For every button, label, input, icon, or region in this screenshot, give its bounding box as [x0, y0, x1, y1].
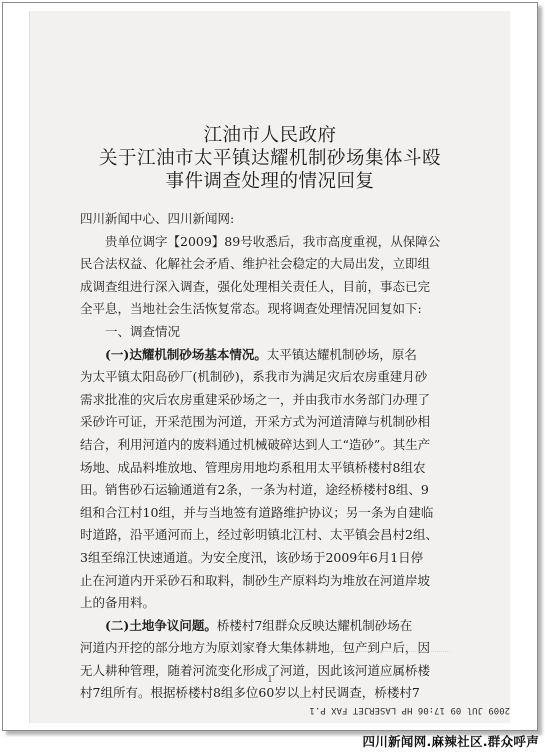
section1-line: 采砂许可证，开采范围为河道，开采方式为河道清障与机制砂相 [80, 414, 431, 430]
paragraph-line: 民合法权益、化解社会矛盾、维护社会稳定的大局出发，立即组 [80, 256, 431, 272]
scan-frame [2, 2, 538, 731]
section1-line: 时道路，沿平通河而上，经过彰明镇北江村、太平镇会昌村2组、 [80, 527, 438, 543]
paragraph-line: 成调查组进行深入调查，强化处理相关责任人，目前，事态已完 [80, 278, 431, 294]
paragraph-line: 全平息，当地社会生活恢复常态。现将调查处理情况回复如下: [80, 301, 422, 317]
fax-header: 2009 JUl 09 17:06 HP LASERJET FAX P.1 [309, 705, 510, 715]
document-title-line2: 事件调查处理的情况回复 [165, 171, 375, 192]
section1-lead: (一)达耀机制砂场基本情况。 [80, 346, 267, 362]
section1-line: 需求批准的灾后农房重建采砂场之一，并由我市水务部门办理了 [80, 391, 431, 407]
section1-line: 场地、成品料堆放地、管理房用地均系租用太平镇桥楼村8组农 [80, 459, 426, 475]
paragraph-line: 贵单位调字【2009】89号收悉后，我市高度重视，从保障公 [80, 233, 441, 249]
section2-line: 河道内开挖的部分地方为原刘家脊大集体耕地，包产到户后，因 [80, 640, 431, 656]
source-watermark: 四川新闻网.麻辣社区.群众呼声 [362, 734, 539, 749]
document-title-line1: 关于江油市太平镇达耀机制砂场集体斗殴 [98, 148, 441, 169]
page-number: 1 [267, 675, 273, 685]
section-heading: 一、调查情况 [80, 323, 181, 339]
section2-line: 桥楼村7组群众反映达耀机制砂场在 [216, 617, 413, 633]
document-page [29, 11, 510, 723]
section1-line: 太平镇达耀机制砂场，原名 [266, 346, 417, 362]
section2-line: 无人耕种管理，随着河流变化形成了河道，因此该河道应属桥楼 [80, 662, 431, 678]
section1-line: 止在河道内开采砂石和取料，制砂生产原料均为堆放在河道岸坡 [80, 572, 431, 588]
section1-line: 组和合江村10组，并与当地签有道路维护协议；另一条为自建临 [80, 504, 434, 520]
salutation: 四川新闻中心、四川新闻网: [80, 211, 235, 226]
section2-lead: (二)土地争议问题。 [80, 617, 217, 633]
section1-line: 上的备用料。 [80, 595, 156, 611]
document-body [80, 208, 470, 705]
bleed-through-marks [100, 651, 450, 658]
section1-line: 田。销售砂石运输通道有2条，一条为村道，途经桥楼村8组、9 [80, 482, 429, 498]
section1-line: 结合，利用河道内的废料通过机械破碎达到人工“造砂”。其生产 [80, 436, 431, 452]
section1-line: 为太平镇太阳岛砂厂(机制砂)，系我市为满足灾后农房重建月砂 [80, 369, 428, 385]
section1-first-line [80, 344, 470, 367]
section2-first-line [80, 615, 470, 638]
section2-line: 村7组所有。根据桥楼村8组多位60岁以上村民调查，桥楼村7 [80, 685, 420, 701]
section1-line: 3组至绵江快速通道。为安全度汛，该砂场于2009年6月1日停 [80, 549, 424, 565]
issuer-title: 江油市人民政府 [203, 125, 337, 146]
